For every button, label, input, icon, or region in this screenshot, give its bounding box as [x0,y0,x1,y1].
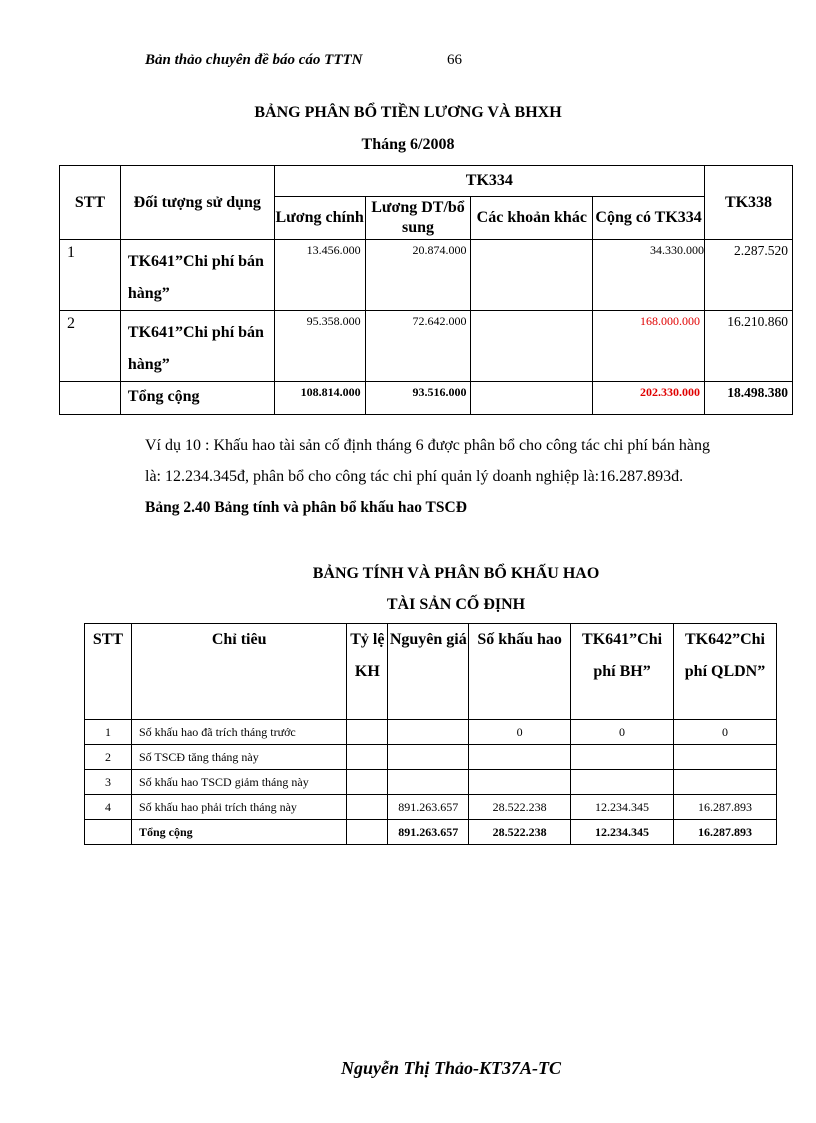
total-label: Tổng cộng [120,382,274,415]
cell-sokhauhao: 0 [469,720,571,745]
footer-author: Nguyễn Thị Thảo-KT37A-TC [340,1058,561,1078]
cell-tk642 [674,770,777,795]
cell-chitieu: Số khấu hao đã trích tháng trước [131,720,346,745]
cell-stt: 2 [60,311,121,382]
cell-luong-chinh: 95.358.000 [274,311,365,382]
total-row [85,820,777,845]
cell-luong-bosung: 72.642.000 [365,311,471,382]
cell-cong-co: 34.330.000 [593,240,705,311]
cell-stt: 2 [85,745,132,770]
salary-allocation-table [59,165,793,415]
cell-tk641 [571,770,674,795]
header-stt: STT [85,624,132,720]
cell-luong-bosung: 20.874.000 [365,240,471,311]
total-luong-chinh: 108.814.000 [274,382,365,415]
cell-tyle [347,720,388,745]
cell-tk641 [571,745,674,770]
header-tk334: TK334 [274,166,704,197]
depreciation-table-title: BẢNG TÍNH VÀ PHÂN BỔ KHẤU HAO [312,565,600,582]
header-nguyengia: Nguyên giá [388,624,469,720]
header-chitieu: Chỉ tiêu [131,624,346,720]
cell-tk642: 16.287.893 [674,795,777,820]
document-header-title: Bản thảo chuyên đề báo cáo TTTN [145,52,363,68]
total-label: Tổng cộng [131,820,346,845]
depreciation-table [84,623,777,845]
cell-cong-co: 168.000.000 [593,311,705,382]
cell-stt: 3 [85,770,132,795]
total-cong-co: 202.330.000 [593,382,705,415]
depreciation-table-subtitle: TÀI SẢN CỐ ĐỊNH [386,596,526,613]
table-caption: Bảng 2.40 Bảng tính và phân bổ khấu hao TSCĐ [145,499,467,516]
header-object: Đối tượng sử dụng [120,166,274,240]
header-sokhauhao: Số khấu hao [469,624,571,720]
cell-chitieu: Số TSCĐ tăng tháng này [131,745,346,770]
header-cong-co: Cộng có TK334 [593,197,705,240]
table-row [85,745,777,770]
total-row [60,382,793,415]
cell-nguyengia [388,745,469,770]
cell-tk642: 0 [674,720,777,745]
table-row [85,720,777,745]
cell-tyle [347,795,388,820]
cell-object: TK641”Chi phí bán hàng” [120,240,274,311]
table-row [60,240,793,311]
cell-tyle [347,770,388,795]
salary-table-period: Tháng 6/2008 [361,136,455,153]
cell-nguyengia: 891.263.657 [388,795,469,820]
header-tk641: TK641”Chi phí BH” [571,624,674,720]
cell-chitieu: Số khấu hao phải trích tháng này [131,795,346,820]
header-luong-chinh: Lương chính [274,197,365,240]
example-line-2: là: 12.234.345đ, phân bổ cho công tác chi phí quản lý doanh nghiệp là:16.287.893đ. [145,468,684,485]
cell-sokhauhao [469,770,571,795]
cell-object: TK641”Chi phí bán hàng” [120,311,274,382]
page-number: 66 [447,52,462,68]
total-luong-bosung: 93.516.000 [365,382,471,415]
cell-khoan-khac [471,240,593,311]
cell-tyle [347,745,388,770]
cell-khoan-khac [471,311,593,382]
header-luong-bosung: Lương DT/bổ sung [365,197,471,240]
header-tyle: Tỷ lệ KH [347,624,388,720]
total-tk338: 18.498.380 [705,382,793,415]
header-tk338: TK338 [705,166,793,240]
cell-tk338: 2.287.520 [705,240,793,311]
total-tk642: 16.287.893 [674,820,777,845]
cell-stt: 1 [85,720,132,745]
cell-sokhauhao [469,745,571,770]
cell-tk338: 16.210.860 [705,311,793,382]
cell-tk641: 0 [571,720,674,745]
total-tk641: 12.234.345 [571,820,674,845]
header-tk642: TK642”Chi phí QLDN” [674,624,777,720]
cell-chitieu: Số khấu hao TSCD giảm tháng này [131,770,346,795]
header-stt: STT [60,166,121,240]
cell-nguyengia [388,770,469,795]
cell-stt: 1 [60,240,121,311]
total-nguyengia: 891.263.657 [388,820,469,845]
cell-nguyengia [388,720,469,745]
cell-tk641: 12.234.345 [571,795,674,820]
salary-table-title: BẢNG PHÂN BỔ TIỀN LƯƠNG VÀ BHXH [254,104,562,121]
table-row [85,770,777,795]
cell-stt: 4 [85,795,132,820]
total-sokhauhao: 28.522.238 [469,820,571,845]
table-row [60,311,793,382]
table-row [85,795,777,820]
cell-tk642 [674,745,777,770]
cell-luong-chinh: 13.456.000 [274,240,365,311]
cell-sokhauhao: 28.522.238 [469,795,571,820]
example-line-1: Ví dụ 10 : Khấu hao tài sản cố định tháng 6 được phân bổ cho công tác chi phí bán hàng [145,437,710,454]
header-khoan-khac: Các khoản khác [471,197,593,240]
